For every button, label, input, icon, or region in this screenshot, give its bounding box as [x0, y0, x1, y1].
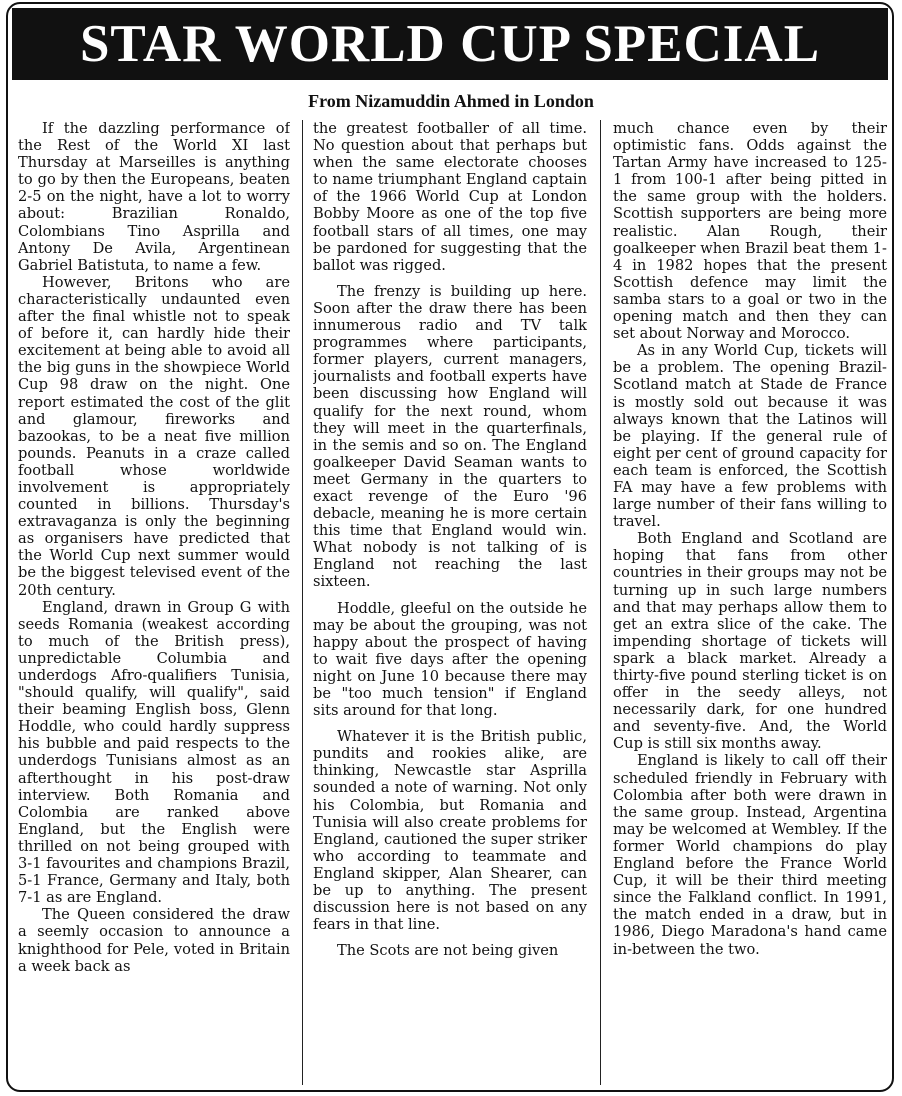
paragraph: As in any World Cup, tickets will be a problem. The opening Brazil-Scotland match at Stade de France is mostly sold out because it was always known that the Latinos will be playing. If the general rule of eight per cent of ground capacity for each team is enforced, the Scottish FA may have a few problems with large number of their fans willing to travel.: [613, 342, 887, 531]
column-2: [313, 120, 587, 1088]
paragraph: Hoddle, gleeful on the outside he may be about the grouping, was not happy about the prospect of having to wait five days after the opening night on June 10 because there may be "too much tension" if England sits around for that long.: [313, 599, 587, 720]
paragraph: The frenzy is building up here. Soon after the draw there has been innumerous radio and TV talk programmes where participants, former players, current managers, journalists and football experts have been discussing how England will qualify for the next round, whom they will meet in the quarterfinals, in the semis and so on. The England goalkeeper David Seaman wants to meet Germany in the quarters to exact revenge of the Euro '96 debacle, meaning he is more certain this time that England would win. What nobody is not talking of is England not reaching the last sixteen.: [313, 282, 587, 591]
paragraph: England, drawn in Group G with seeds Romania (weakest according to much of the British press), unpredictable Columbia and underdogs Afro-qualifiers Tunisia, "should qualify, will qualify", said their beaming English boss, Glenn Hoddle, who could hardly suppress his bubble and paid respects to the underdogs Tunisians almost as an afterthought in his post-draw interview. Both Romania and Colombia are ranked above England, but the English were thrilled on not being grouped with 3-1 favourites and champions Brazil, 5-1 France, Germany and Italy, both 7-1 as are England.: [18, 598, 290, 907]
headline: STAR WORLD CUP SPECIAL: [79, 14, 821, 73]
column-3: [613, 120, 887, 1088]
byline: From Nizamuddin Ahmed in London: [308, 91, 594, 111]
headline-banner: [12, 8, 888, 80]
article-body: [0, 120, 902, 1088]
paragraph: much chance even by their optimistic fans. Odds against the Tartan Army have increased to 125-1 from 100-1 after being pitted in the same group with the holders. Scottish supporters are being more realistic. Alan Rough, their goalkeeper when Brazil beat them 1-4 in 1982 hopes that the present Scottish defence may limit the samba stars to a goal or two in the opening match and then they can set about Norway and Morocco.: [613, 120, 887, 343]
paragraph: Both England and Scotland are hoping that fans from other countries in their groups may not be turning up in such large numbers and that may perhaps allow them to get an extra slice of the cake. The impending shortage of tickets will spark a black market. Already a thirty-five pound sterling ticket is on offer in the seedy alleys, not necessarily dark, for one hundred and seventy-five. And, the World Cup is still six months away.: [613, 530, 887, 753]
paragraph: If the dazzling performance of the Rest of the World XI last Thursday at Marseilles is anything to go by then the Europeans, beaten 2-5 on the night, have a lot to worry about: Brazilian Ronaldo, Colombians Tino Asprilla and Antony De Avila, Argentinean Gabriel Batistuta, to name a few.: [18, 120, 290, 274]
paragraph: However, Britons who are characteristically undaunted even after the final whistle not to speak of before it, can hardly hide their excitement at being able to avoid all the big guns in the showpiece World Cup 98 draw on the night. One report estimated the cost of the glit and glamour, fireworks and bazookas, to be a neat five million pounds. Peanuts in a craze called football whose worldwide involvement is appropriately counted in billions. Thursday's extravaganza is only the beginning as organisers have predicted that the World Cup next summer would be the biggest televised event of the 20th century.: [18, 273, 290, 599]
paragraph: The Queen considered the draw a seemly occasion to announce a knighthood for Pele, voted in Britain a week back as: [18, 906, 290, 975]
paragraph: England is likely to call off their scheduled friendly in February with Colombia after both were drawn in the same group. Instead, Argentina may be welcomed at Wembley. If the former World champions do play England before the France World Cup, it will be their third meeting since the Falkland conflict. In 1991, the match ended in a draw, but in 1986, Diego Maradona's hand came in-between the two.: [613, 752, 887, 958]
column-1: [18, 120, 290, 1088]
paragraph: The Scots are not being given: [337, 942, 559, 960]
paragraph: the greatest footballer of all time. No question about that perhaps but when the same electorate chooses to name triumphant England captain of the 1966 World Cup at London Bobby Moore as one of the top five football stars of all times, one may be pardoned for suggesting that the ballot was rigged.: [313, 120, 587, 274]
paragraph: Whatever it is the British public, pundits and rookies alike, are thinking, Newcastle star Asprilla sounded a note of warning. Not only his Colombia, but Romania and Tunisia will also create problems for England, cautioned the super striker who according to teammate and England skipper, Alan Shearer, can be up to anything. The present discussion here is not based on any fears in that line.: [313, 728, 587, 934]
